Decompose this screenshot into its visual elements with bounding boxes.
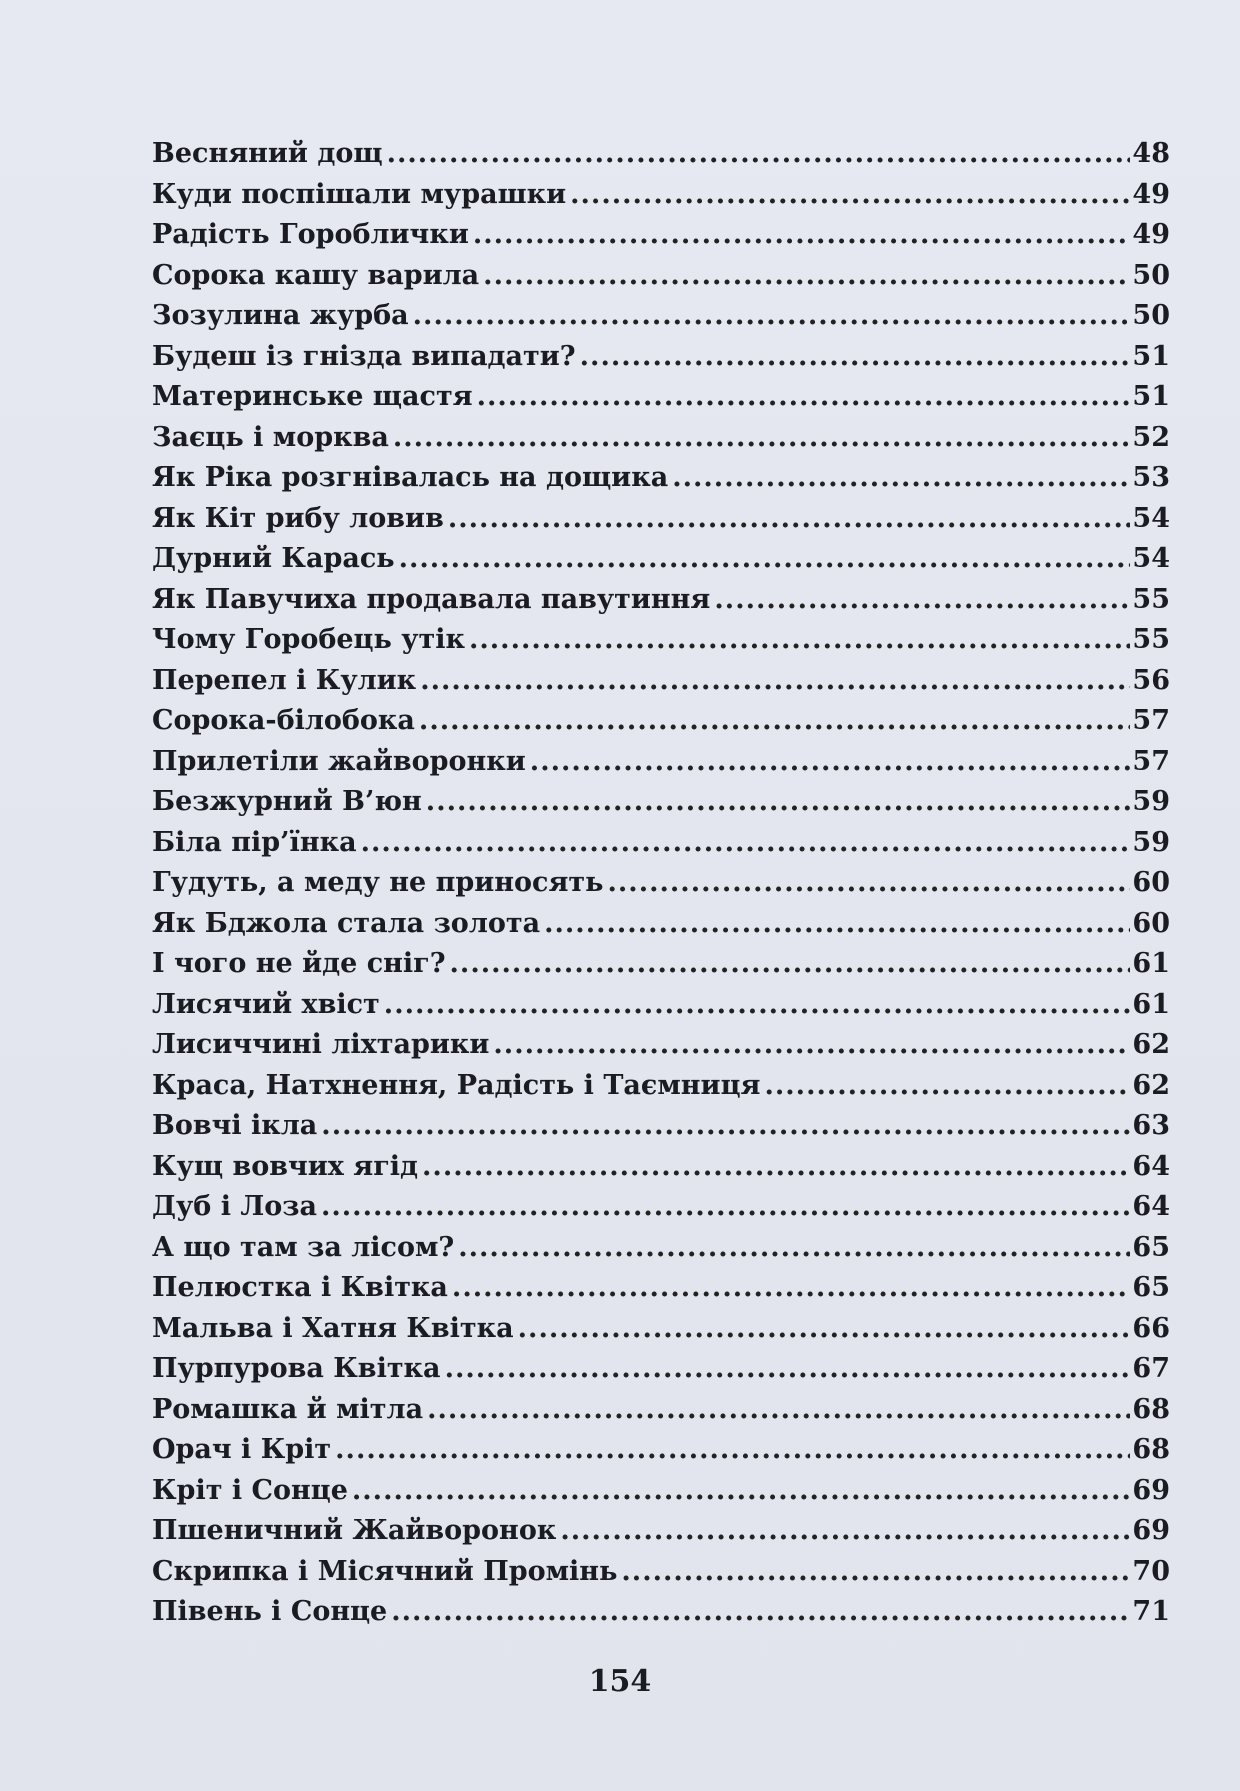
toc-entry-title: Півень і Сонце <box>152 1596 388 1627</box>
toc-dot-leader <box>530 742 1131 783</box>
toc-entry-title: Вовчі ікла <box>152 1110 318 1141</box>
toc-dot-leader <box>399 539 1131 580</box>
toc-entry <box>152 863 1170 904</box>
toc-entry-title: Лисячий хвіст <box>152 988 380 1020</box>
toc-entry-page: 61 <box>1132 948 1170 979</box>
toc-dot-leader <box>361 823 1131 864</box>
toc-entry-page: 55 <box>1132 624 1170 655</box>
toc-entry <box>152 701 1170 742</box>
toc-dot-leader <box>469 620 1130 661</box>
toc-entry-title: Заєць і морква <box>152 421 389 453</box>
toc-entry-page: 70 <box>1132 1555 1170 1587</box>
toc-entry <box>152 1349 1170 1390</box>
toc-entry <box>152 215 1170 256</box>
toc-entry-page: 49 <box>1132 178 1170 210</box>
toc-entry <box>152 134 1170 175</box>
toc-entry-page: 66 <box>1132 1312 1170 1344</box>
toc-dot-leader <box>518 1309 1131 1350</box>
toc-dot-leader <box>608 863 1131 904</box>
toc-entry-title: Лисиччині ліхтарики <box>152 1029 490 1060</box>
toc-entry-title: Як Ріка розгнівалась на дощика <box>152 462 669 493</box>
toc-dot-leader <box>458 1228 1130 1269</box>
toc-dot-leader <box>384 985 1131 1026</box>
toc-entry-title: Радість Гороблички <box>152 219 469 250</box>
toc-entry-title: Кріт і Сонце <box>152 1474 348 1506</box>
toc-entry-page: 51 <box>1132 381 1170 412</box>
toc-entry-title: Ромашка й мітла <box>152 1393 424 1425</box>
toc-dot-leader <box>493 1025 1130 1066</box>
toc-entry-title: Материнське щастя <box>152 381 473 412</box>
toc-entry-title: Перепел і Кулик <box>152 664 417 696</box>
toc-entry <box>152 620 1170 661</box>
toc-entry-title: Сорока кашу варила <box>152 259 480 291</box>
toc-entry <box>152 1390 1170 1431</box>
toc-entry-title: Безжурний В’юн <box>152 786 422 817</box>
toc-entry-page: 54 <box>1132 502 1170 534</box>
toc-dot-leader <box>448 499 1131 540</box>
table-of-contents <box>152 134 1170 1633</box>
toc-dot-leader <box>391 1592 1130 1633</box>
toc-dot-leader <box>477 377 1131 418</box>
toc-dot-leader <box>393 418 1131 459</box>
toc-dot-leader <box>473 215 1131 256</box>
toc-entry-title: А що там за лісом? <box>152 1231 455 1263</box>
toc-dot-leader <box>422 1147 1130 1188</box>
toc-dot-leader <box>570 175 1130 216</box>
toc-entry-page: 59 <box>1132 786 1170 817</box>
toc-entry <box>152 1309 1170 1350</box>
toc-entry <box>152 742 1170 783</box>
page-number: 154 <box>588 1664 652 1699</box>
toc-entry <box>152 175 1170 216</box>
toc-dot-leader <box>321 1187 1130 1228</box>
toc-entry-title: Гудуть, а меду не приносять <box>152 867 604 898</box>
toc-dot-leader <box>420 661 1130 702</box>
toc-entry <box>152 499 1170 540</box>
toc-entry-title: Чому Горобець утік <box>152 624 465 655</box>
toc-entry-title: Сорока-білобока <box>152 705 415 736</box>
toc-entry-page: 69 <box>1132 1474 1170 1506</box>
toc-dot-leader <box>714 580 1130 621</box>
toc-entry <box>152 985 1170 1026</box>
toc-entry-page: 51 <box>1132 340 1170 372</box>
toc-entry <box>152 944 1170 985</box>
toc-entry <box>152 1106 1170 1147</box>
toc-entry <box>152 1552 1170 1593</box>
toc-entry <box>152 1511 1170 1552</box>
toc-entry-title: Зозулина журба <box>152 300 409 331</box>
toc-entry <box>152 823 1170 864</box>
toc-entry <box>152 1066 1170 1107</box>
toc-entry-page: 62 <box>1132 1069 1170 1101</box>
toc-entry <box>152 1228 1170 1269</box>
toc-entry-title: Як Кіт рибу ловив <box>152 502 444 534</box>
toc-entry-title: Як Бджола стала золота <box>152 907 541 939</box>
toc-dot-leader <box>413 296 1131 337</box>
toc-entry-page: 50 <box>1132 259 1170 291</box>
toc-entry-page: 60 <box>1132 867 1170 898</box>
toc-entry <box>152 1268 1170 1309</box>
toc-dot-leader <box>445 1349 1131 1390</box>
toc-entry-page: 54 <box>1132 543 1170 574</box>
toc-entry <box>152 1147 1170 1188</box>
toc-entry-page: 67 <box>1132 1353 1170 1384</box>
toc-entry-title: Орач і Кріт <box>152 1434 332 1465</box>
toc-dot-leader <box>321 1106 1130 1147</box>
toc-entry <box>152 458 1170 499</box>
toc-dot-leader <box>419 701 1131 742</box>
toc-entry-title: Прилетіли жайворонки <box>152 745 526 777</box>
toc-entry-title: Весняний дощ <box>152 138 383 169</box>
toc-entry <box>152 539 1170 580</box>
toc-entry <box>152 661 1170 702</box>
toc-entry-title: Пшеничний Жайворонок <box>152 1515 557 1546</box>
toc-entry-page: 65 <box>1132 1231 1170 1263</box>
toc-entry-page: 61 <box>1132 988 1170 1020</box>
toc-dot-leader <box>352 1471 1131 1512</box>
toc-dot-leader <box>672 458 1130 499</box>
toc-entry-page: 64 <box>1132 1150 1170 1182</box>
toc-entry-title: Мальва і Хатня Квітка <box>152 1312 514 1344</box>
toc-dot-leader <box>580 337 1131 378</box>
toc-entry <box>152 904 1170 945</box>
toc-entry-page: 65 <box>1132 1272 1170 1303</box>
toc-entry-page: 50 <box>1132 300 1170 331</box>
toc-entry-page: 63 <box>1132 1110 1170 1141</box>
toc-entry-page: 71 <box>1132 1596 1170 1627</box>
toc-entry-title: Куди поспішали мурашки <box>152 178 567 210</box>
toc-entry-page: 62 <box>1132 1029 1170 1060</box>
toc-dot-leader <box>452 1268 1131 1309</box>
toc-dot-leader <box>426 782 1131 823</box>
toc-entry-page: 57 <box>1132 705 1170 736</box>
toc-entry <box>152 1430 1170 1471</box>
toc-dot-leader <box>335 1430 1130 1471</box>
toc-entry <box>152 1187 1170 1228</box>
toc-entry-page: 49 <box>1132 219 1170 250</box>
toc-entry-page: 55 <box>1132 583 1170 615</box>
toc-dot-leader <box>450 944 1131 985</box>
toc-entry <box>152 1592 1170 1633</box>
toc-dot-leader <box>483 256 1130 297</box>
toc-entry-page: 48 <box>1132 138 1170 169</box>
toc-entry <box>152 1471 1170 1512</box>
toc-entry-page: 68 <box>1132 1393 1170 1425</box>
toc-entry-page: 69 <box>1132 1515 1170 1546</box>
toc-dot-leader <box>387 134 1131 175</box>
toc-entry-title: Скрипка і Місячний Промінь <box>152 1555 618 1587</box>
toc-dot-leader <box>427 1390 1130 1431</box>
toc-entry <box>152 580 1170 621</box>
toc-entry-title: Як Павучиха продавала павутиння <box>152 583 711 615</box>
toc-entry <box>152 782 1170 823</box>
toc-entry-title: Кущ вовчих ягід <box>152 1150 419 1182</box>
toc-entry <box>152 256 1170 297</box>
toc-entry-page: 59 <box>1132 826 1170 858</box>
toc-entry-title: Пурпурова Квітка <box>152 1353 441 1384</box>
toc-entry-page: 64 <box>1132 1191 1170 1222</box>
toc-entry-title: І чого не йде сніг? <box>152 948 446 979</box>
toc-entry-page: 52 <box>1132 421 1170 453</box>
toc-entry-page: 57 <box>1132 745 1170 777</box>
toc-entry-title: Дуб і Лоза <box>152 1191 317 1222</box>
toc-entry-page: 53 <box>1132 462 1170 493</box>
toc-entry <box>152 377 1170 418</box>
toc-entry <box>152 337 1170 378</box>
toc-entry-title: Пелюстка і Квітка <box>152 1272 448 1303</box>
toc-entry-page: 68 <box>1132 1434 1170 1465</box>
toc-entry <box>152 1025 1170 1066</box>
toc-entry <box>152 296 1170 337</box>
toc-entry-page: 56 <box>1132 664 1170 696</box>
toc-entry-title: Краса, Натхнення, Радість і Таємниця <box>152 1069 761 1101</box>
toc-dot-leader <box>764 1066 1130 1107</box>
toc-dot-leader <box>544 904 1130 945</box>
toc-entry-title: Будеш із гнізда випадати? <box>152 340 576 372</box>
toc-entry-page: 60 <box>1132 907 1170 939</box>
toc-entry <box>152 418 1170 459</box>
toc-entry-title: Дурний Карась <box>152 543 395 574</box>
toc-entry-title: Біла пір’їнка <box>152 826 357 858</box>
toc-dot-leader <box>621 1552 1130 1593</box>
toc-dot-leader <box>560 1511 1130 1552</box>
